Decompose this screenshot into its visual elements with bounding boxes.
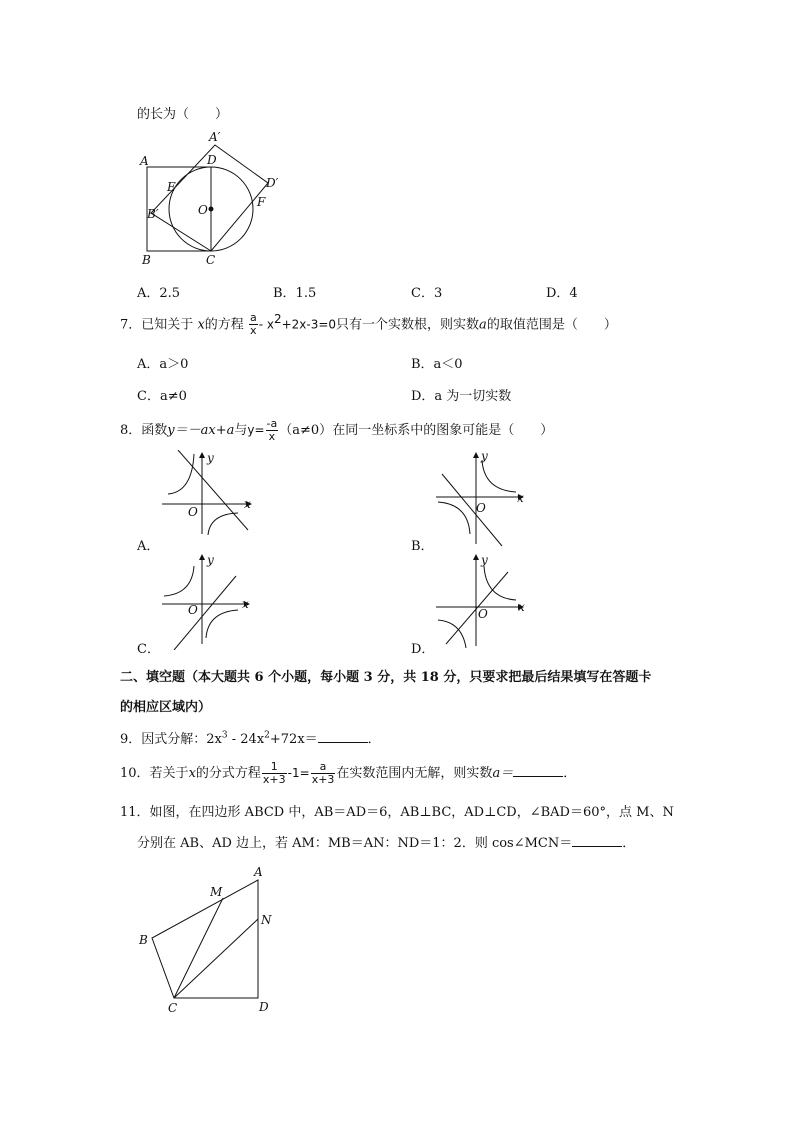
q11-label-a: A	[254, 865, 263, 879]
q11-quadrilateral	[152, 880, 258, 998]
q8-fraction: $\frac{-a}{x}$	[266, 417, 278, 443]
q6-option-d[interactable]: D．4	[546, 286, 578, 301]
q9-answer-blank[interactable]	[318, 730, 368, 743]
graph-b-x: x	[517, 491, 524, 505]
q8-stem: 8．函数y＝－ax+a与y= $\frac{-a}{x}$ （a≠0）在同一坐标系中的图象可能是（ ）	[120, 417, 554, 443]
graph-a-origin: O	[188, 505, 198, 519]
label-E: E	[167, 180, 176, 194]
label-O: O	[198, 203, 208, 217]
graph-d-x: x	[518, 600, 525, 614]
q11-label-b: B	[139, 933, 148, 947]
section2-heading-line1: 二、填空题（本大题共 6 个小题，每小题 3 分，共 18 分，只要求把最后结果填写在答题卡	[120, 670, 652, 685]
graph-c-x: x	[242, 597, 249, 611]
label-B: B	[142, 253, 151, 267]
q11-stem-line1: 11．如图，在四边形 ABCD 中，AB＝AD＝6，AB⊥BC，AD⊥CD，∠BAD＝60°，点 M、N	[120, 805, 674, 820]
q8-graph-a	[158, 450, 258, 540]
q11-stem-line2: 分别在 AB、AD 边上，若 AM：MB＝AN：ND＝1：2．则 cos∠MCN＝ ．	[137, 836, 636, 851]
graph-d-y: y	[481, 553, 488, 567]
q8-option-d[interactable]: D．	[411, 642, 435, 657]
label-A: A	[140, 154, 149, 168]
graph-d-origin: O	[478, 607, 488, 621]
q6-option-b[interactable]: B．1.5	[273, 286, 317, 301]
graph-a-y: y	[207, 451, 214, 465]
q11-label-m: M	[210, 885, 223, 899]
graph-a-x: x	[244, 497, 251, 511]
q8-graph-c	[158, 552, 258, 650]
q7-option-b[interactable]: B．a＜0	[411, 357, 463, 372]
q11-line-cn	[174, 919, 258, 998]
section2-heading-line2: 的相应区域内）	[120, 700, 212, 715]
graph-b-origin: O	[476, 501, 486, 515]
q7-fraction: $\frac{a}{x}$	[249, 311, 257, 338]
q10-answer-blank[interactable]	[513, 764, 563, 777]
label-D: D	[207, 153, 217, 167]
q7-option-d[interactable]: D．a 为一切实数	[411, 389, 512, 404]
label-D-prime: D′	[266, 176, 279, 190]
q8-option-c[interactable]: C．	[137, 642, 160, 657]
q11-label-n: N	[261, 913, 272, 927]
q10-stem: 10．若关于x的分式方程 $\frac{1}{x+3}$ -1= $\frac{a}{x+3}$ 在实数范围内无解，则实数a＝ ．	[120, 760, 577, 786]
q6-figure	[130, 125, 300, 270]
q8-graph-d	[432, 552, 532, 650]
q8-option-a[interactable]: A．	[137, 539, 160, 554]
q6-option-c[interactable]: C．3	[411, 286, 443, 301]
q7-option-a[interactable]: A．a＞0	[137, 357, 189, 372]
q6-stem-tail: 的长为（ ）	[137, 107, 229, 122]
q6-option-a[interactable]: A．2.5	[137, 286, 181, 301]
q11-answer-blank[interactable]	[572, 834, 622, 847]
label-B-prime: B′	[147, 207, 159, 221]
label-C: C	[206, 253, 216, 267]
q10-fraction-1: $\frac{1}{x+3}$	[262, 760, 286, 786]
q11-label-c: C	[168, 1001, 178, 1015]
graph-c-origin: O	[188, 603, 198, 617]
q8-graph-b	[432, 450, 532, 548]
graph-b-y: y	[481, 450, 488, 463]
q7-stem: 7．已知关于 x的方程 $\frac{a}{x}$ - $x^2+2x-3=0$只有一个实数根，则实数a的取值范围是（ ）	[120, 311, 617, 338]
q10-fraction-2: $\frac{a}{x+3}$	[311, 760, 335, 786]
q11-label-d: D	[259, 1000, 269, 1014]
q8-option-b[interactable]: B．	[411, 539, 434, 554]
q7-option-c[interactable]: C．a≠0	[137, 389, 187, 404]
graph-c-y: y	[207, 553, 214, 567]
q9-stem: 9．因式分解：$2x^3 - 24x^2+72x=$ ．	[120, 730, 381, 747]
label-F: F	[257, 195, 266, 209]
label-A-prime: A′	[209, 130, 221, 144]
q11-figure	[130, 858, 290, 1018]
